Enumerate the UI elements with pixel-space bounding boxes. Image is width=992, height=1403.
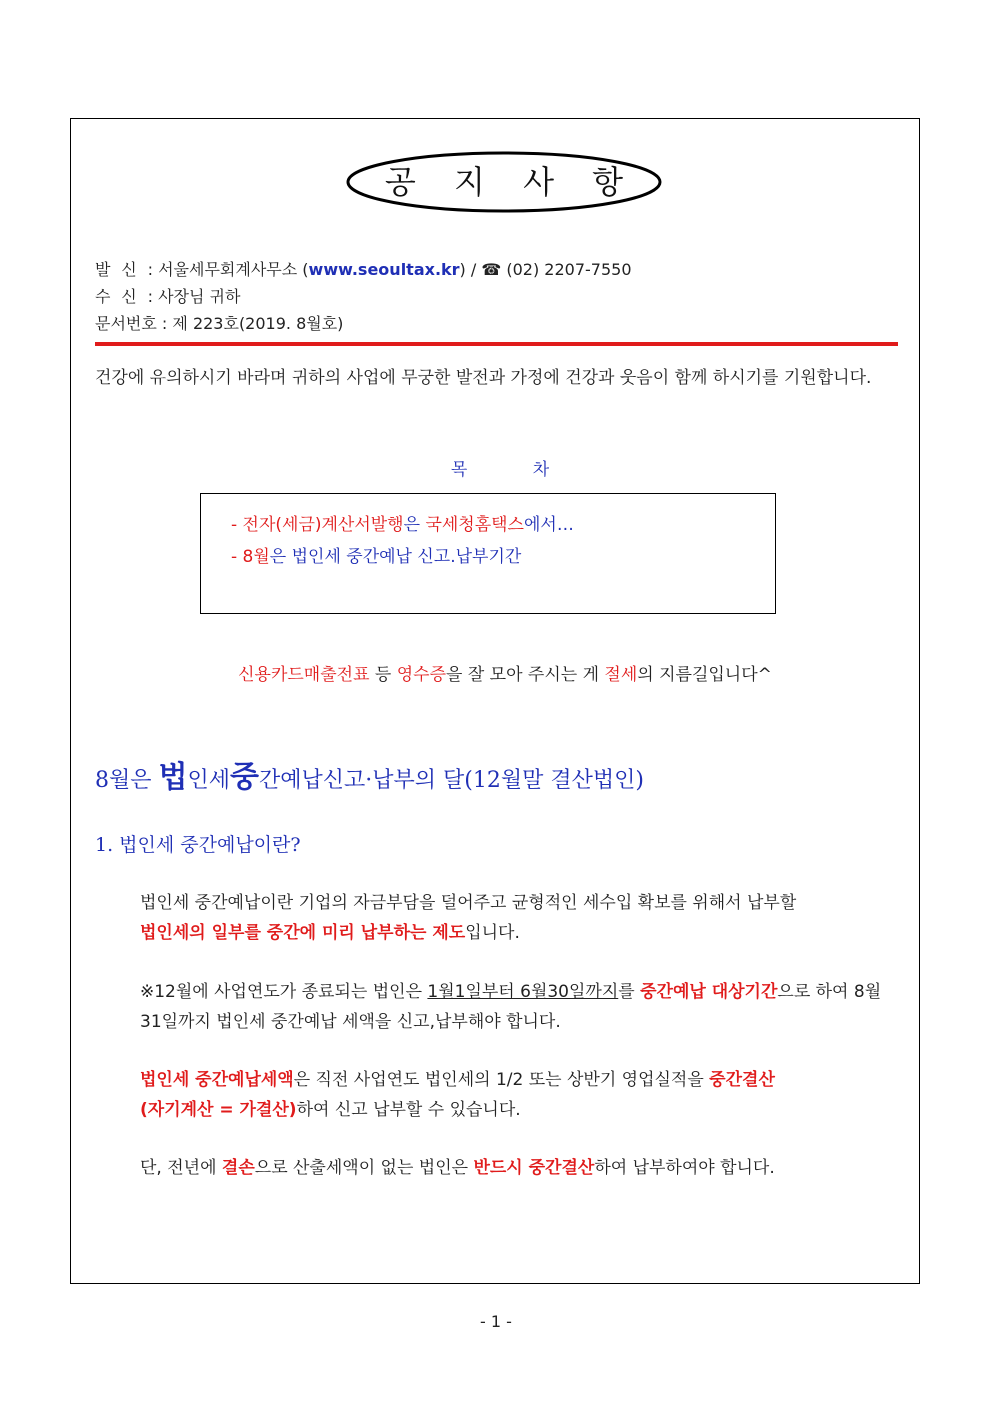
paragraph-1: 법인세 중간예납이란 기업의 자금부담을 덜어주고 균형적인 세수입 확보를 위해서 납부할 법인세의 일부를 중간에 미리 납부하는 제도입니다. xyxy=(140,893,797,943)
docno-label: 문서번호 : xyxy=(95,314,168,333)
toc-item-1-part: 전자(세금)계산서발행 xyxy=(242,515,404,535)
section-heading: 8월은 법인세중간예납신고·납부의 달(12월말 결산법인) xyxy=(95,760,644,795)
greeting-text: 건강에 유의하시기 바라며 귀하의 사업에 무궁한 발전과 가정에 건강과 웃음이 함께 하시기를 기원합니다. xyxy=(95,368,872,388)
paragraph-2: ※12월에 사업연도가 종료되는 법인은 1월1일부터 6월30일까지를 중간예납 대상기간으로 하여 8월 31일까지 법인세 중간예납 세액을 신고,납부해야 합니다. xyxy=(140,982,882,1032)
toc-item-1-hometax: 국세청홈택스 xyxy=(425,515,524,535)
recipient-value: 사장님 귀하 xyxy=(158,287,241,306)
toc-title: 목 차 xyxy=(450,460,580,480)
sender-url-link[interactable]: www.seoultax.kr xyxy=(308,260,460,279)
page-number: - 1 - xyxy=(480,1312,512,1331)
notice-title: 공 지 사 항 xyxy=(384,163,638,201)
toc-item-1: - 전자(세금)계산서발행은 국세청홈택스에서… xyxy=(231,515,574,535)
paragraph-4: 단, 전년에 결손으로 산출세액이 없는 법인은 반드시 중간결산하여 납부하여야 합니다. xyxy=(140,1158,775,1178)
sender-name: 서울세무회계사무소 ( xyxy=(158,260,309,279)
toc-item-2-month: 8월 xyxy=(242,547,270,567)
sender-phone: ) / ☎ (02) 2207-7550 xyxy=(459,260,632,279)
toc-box xyxy=(200,493,776,614)
recipient-label: 수 신 : xyxy=(95,287,153,306)
red-divider xyxy=(95,342,898,346)
tax-tip-line: 신용카드매출전표 등 영수증을 잘 모아 주시는 게 절세의 지름길입니다^ xyxy=(238,665,772,685)
sender-line xyxy=(95,260,632,280)
notice-title-oval xyxy=(345,150,663,214)
toc-item-2: - 8월은 법인세 중간예납 신고.납부기간 xyxy=(231,547,522,567)
docno-line xyxy=(95,314,343,334)
docno-value: 제 223호(2019. 8월호) xyxy=(172,314,344,333)
paragraph-3: 법인세 중간예납세액은 직전 사업연도 법인세의 1/2 또는 상반기 영업실적을 중간결산 (자기계산 = 가결산)하여 신고 납부할 수 있습니다. xyxy=(140,1070,775,1120)
subsection-title: 1. 법인세 중간예납이란? xyxy=(95,834,301,856)
sender-label: 발 신 : xyxy=(95,260,153,279)
recipient-line xyxy=(95,287,240,307)
